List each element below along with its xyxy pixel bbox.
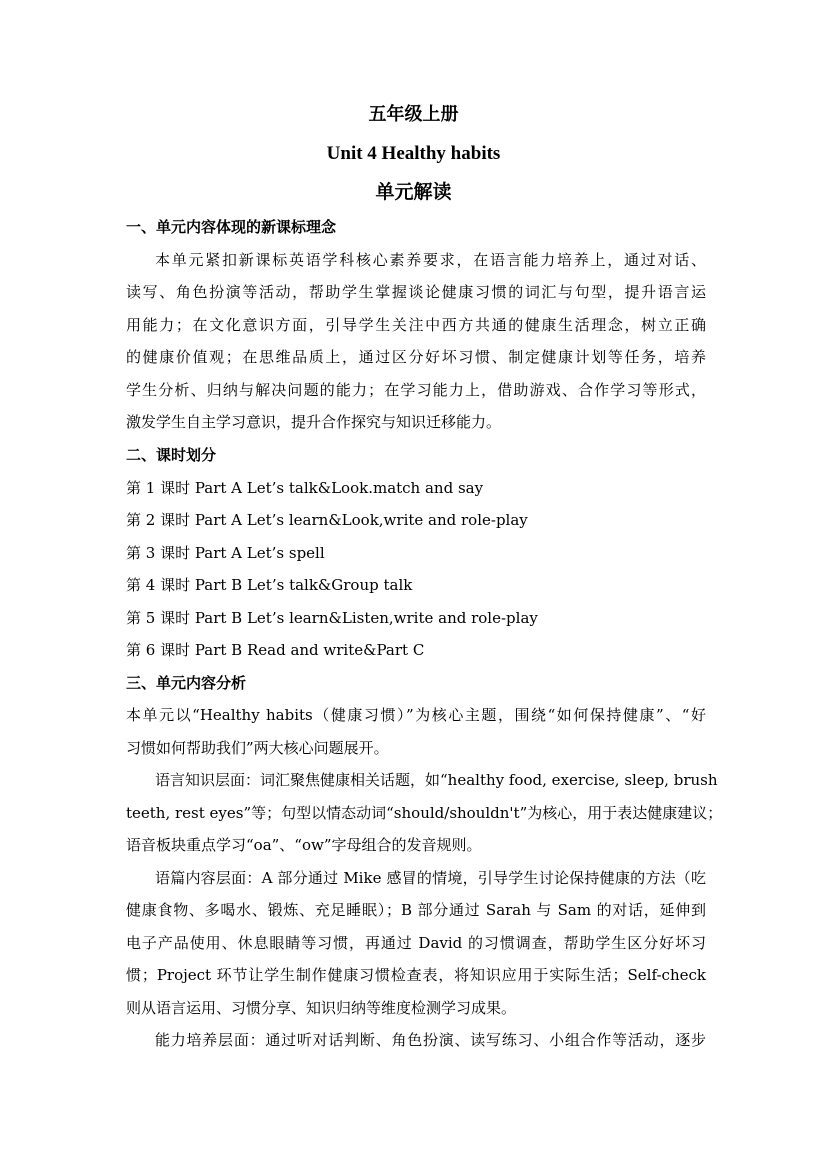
unit-title: Unit 4 Healthy habits [326,143,501,164]
lesson-item: 第 4 课时 Part B Let’s talk&Group talk [126,576,413,594]
section3-p2-line: 语音板块重点学习“oa”、“ow”字母组合的发音规则。 [126,836,482,854]
section3-p3-line: 惯；Project 环节让学生制作健康习惯检查表，将知识应用于实际生活；Self-check [126,966,706,984]
section3-p3-line: 则从语言运用、习惯分享、知识归纳等维度检测学习成果。 [126,999,517,1017]
section3-p2-line: 语言知识层面：词汇聚焦健康相关话题，如“healthy food, exercise, sleep, brush [155,771,718,789]
section1-line: 用能力；在文化意识方面，引导学生关注中西方共通的健康生活理念，树立正确 [126,316,706,334]
section1-line: 本单元紧扣新课标英语学科核心素养要求，在语言能力培养上，通过对话、 [155,251,706,269]
lesson-item: 第 2 课时 Part A Let’s learn&Look,write and role-play [126,511,528,529]
section1-line: 激发学生自主学习意识，提升合作探究与知识迁移能力。 [126,413,502,431]
doc-subtitle: 单元解读 [375,181,452,203]
section3-p3-line: 健康食物、多喝水、锻炼、充足睡眠）；B 部分通过 Sarah 与 Sam 的对话，延伸到 [126,901,706,919]
section3-p1-line: 习惯如何帮助我们”两大核心问题展开。 [126,739,389,757]
section1-line: 读写、角色扮演等活动，帮助学生掌握谈论健康习惯的词汇与句型，提升语言运 [126,283,706,301]
section3-p3-line: 语篇内容层面：A 部分通过 Mike 感冒的情境，引导学生讨论保持健康的方法（吃 [155,869,706,887]
section1-heading: 一、单元内容体现的新课标理念 [126,218,337,236]
section3-p4-line: 能力培养层面：通过听对话判断、角色扮演、读写练习、小组合作等活动，逐步 [155,1031,706,1049]
lesson-item: 第 3 课时 Part A Let’s spell [126,544,325,562]
section2-heading: 二、课时划分 [126,446,217,464]
section3-p2-line: teeth, rest eyes”等；句型以情态动词“should/shouldn't”为核心，用于表达健康建议； [126,804,723,822]
section3-heading: 三、单元内容分析 [126,674,247,692]
grade-title: 五年级上册 [368,104,459,125]
lesson-item: 第 5 课时 Part B Let’s learn&Listen,write and role-play [126,609,538,627]
section1-line: 学生分析、归纳与解决问题的能力；在学习能力上，借助游戏、合作学习等形式， [126,381,706,399]
section1-line: 的健康价值观；在思维品质上，通过区分好坏习惯、制定健康计划等任务，培养 [126,348,706,366]
section3-p3-line: 电子产品使用、休息眼睛等习惯，再通过 David 的习惯调查，帮助学生区分好坏习 [126,934,706,952]
section3-p1-line: 本单元以“Healthy habits（健康习惯）”为核心主题，围绕“如何保持健康”、“好 [126,706,706,724]
lesson-item: 第 1 课时 Part A Let’s talk&Look.match and say [126,479,484,497]
lesson-item: 第 6 课时 Part B Read and write&Part C [126,641,425,659]
